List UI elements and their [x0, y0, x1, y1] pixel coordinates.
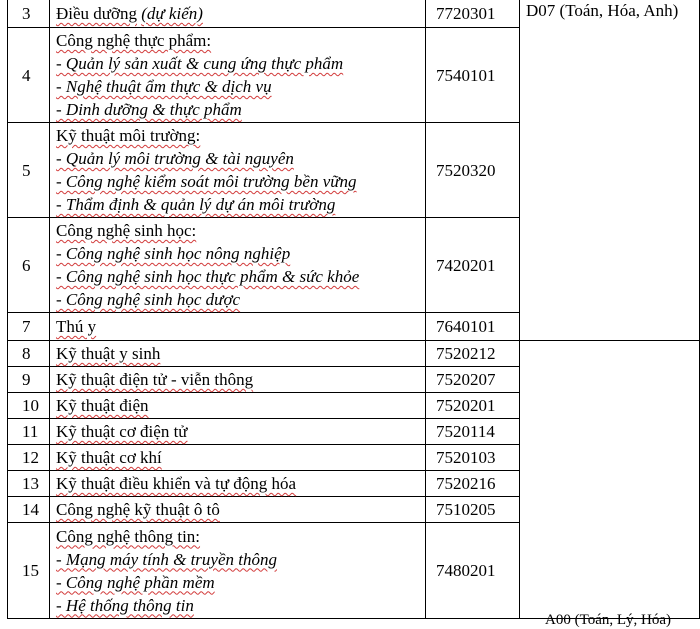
major-name: Kỹ thuật cơ điện tử: [50, 419, 426, 445]
major-code: 7520216: [426, 471, 520, 497]
table-row: [8, 0, 700, 28]
major-name: Điều dưỡng (dự kiến): [50, 0, 426, 28]
major-name: Công nghệ thực phẩm:: [56, 31, 212, 50]
subject-combination-partial: A00 (Toán, Lý, Hóa): [545, 612, 671, 628]
row-number: 5: [8, 123, 50, 218]
specialization: - Hệ thống thông tin: [56, 595, 194, 615]
specialization: - Quản lý sản xuất & cung ứng thực phẩm: [56, 54, 344, 73]
specialization: - Mạng máy tính & truyền thông: [56, 549, 277, 569]
row-number: 3: [8, 0, 50, 28]
major-name: Kỹ thuật môi trường:: [56, 126, 201, 145]
major-code: 7640101: [426, 313, 520, 341]
major-name: Kỹ thuật điện tử - viễn thông: [50, 367, 426, 393]
subject-combination-cell: [520, 341, 700, 619]
subject-combination-cell: [520, 0, 700, 341]
major-code: 7510205: [426, 497, 520, 523]
major-name: Kỹ thuật điều khiển và tự động hóa: [50, 471, 426, 497]
major-name: Kỹ thuật điện: [50, 393, 426, 419]
row-number: 8: [8, 341, 50, 367]
major-name-group: [50, 523, 426, 619]
major-code: 7540101: [426, 28, 520, 123]
major-name: Kỹ thuật cơ khí: [50, 445, 426, 471]
row-number: 12: [8, 445, 50, 471]
major-name-group: [50, 28, 426, 123]
major-name: Thú y: [50, 313, 426, 341]
major-code: 7520114: [426, 419, 520, 445]
specialization: - Nghệ thuật ẩm thực & dịch vụ: [56, 77, 272, 96]
specialization: - Công nghệ kiểm soát môi trường bền vững: [56, 172, 357, 191]
row-number: 9: [8, 367, 50, 393]
major-name: Kỹ thuật y sinh: [50, 341, 426, 367]
major-code: 7420201: [426, 218, 520, 313]
major-code: 7520207: [426, 367, 520, 393]
specialization: - Công nghệ phần mềm: [56, 572, 215, 592]
specialization: - Công nghệ sinh học thực phẩm & sức khỏe: [56, 267, 360, 286]
specialization: - Dinh dưỡng & thực phẩm: [56, 100, 242, 119]
major-name: Công nghệ sinh học:: [56, 221, 197, 240]
major-code: 7520320: [426, 123, 520, 218]
majors-table: [7, 0, 700, 619]
specialization: - Công nghệ sinh học nông nghiệp: [56, 244, 291, 263]
major-code: 7520103: [426, 445, 520, 471]
specialization: - Thẩm định & quản lý dự án môi trường: [56, 195, 336, 214]
row-number: 14: [8, 497, 50, 523]
row-number: 4: [8, 28, 50, 123]
major-code: 7520201: [426, 393, 520, 419]
specialization: - Quản lý môi trường & tài nguyên: [56, 149, 294, 168]
row-number: 6: [8, 218, 50, 313]
major-name-group: [50, 218, 426, 313]
row-number: 13: [8, 471, 50, 497]
major-name: Công nghệ kỹ thuật ô tô: [50, 497, 426, 523]
subject-combination: D07 (Toán, Hóa, Anh): [526, 1, 679, 20]
row-number: 7: [8, 313, 50, 341]
major-name-group: [50, 123, 426, 218]
row-number: 11: [8, 419, 50, 445]
specialization: - Công nghệ sinh học dược: [56, 290, 241, 309]
row-number: 10: [8, 393, 50, 419]
major-code: 7480201: [426, 523, 520, 619]
table-row: [8, 341, 700, 367]
major-code: 7720301: [426, 0, 520, 28]
major-name: Công nghệ thông tin:: [56, 526, 201, 546]
row-number: 15: [8, 523, 50, 619]
major-code: 7520212: [426, 341, 520, 367]
